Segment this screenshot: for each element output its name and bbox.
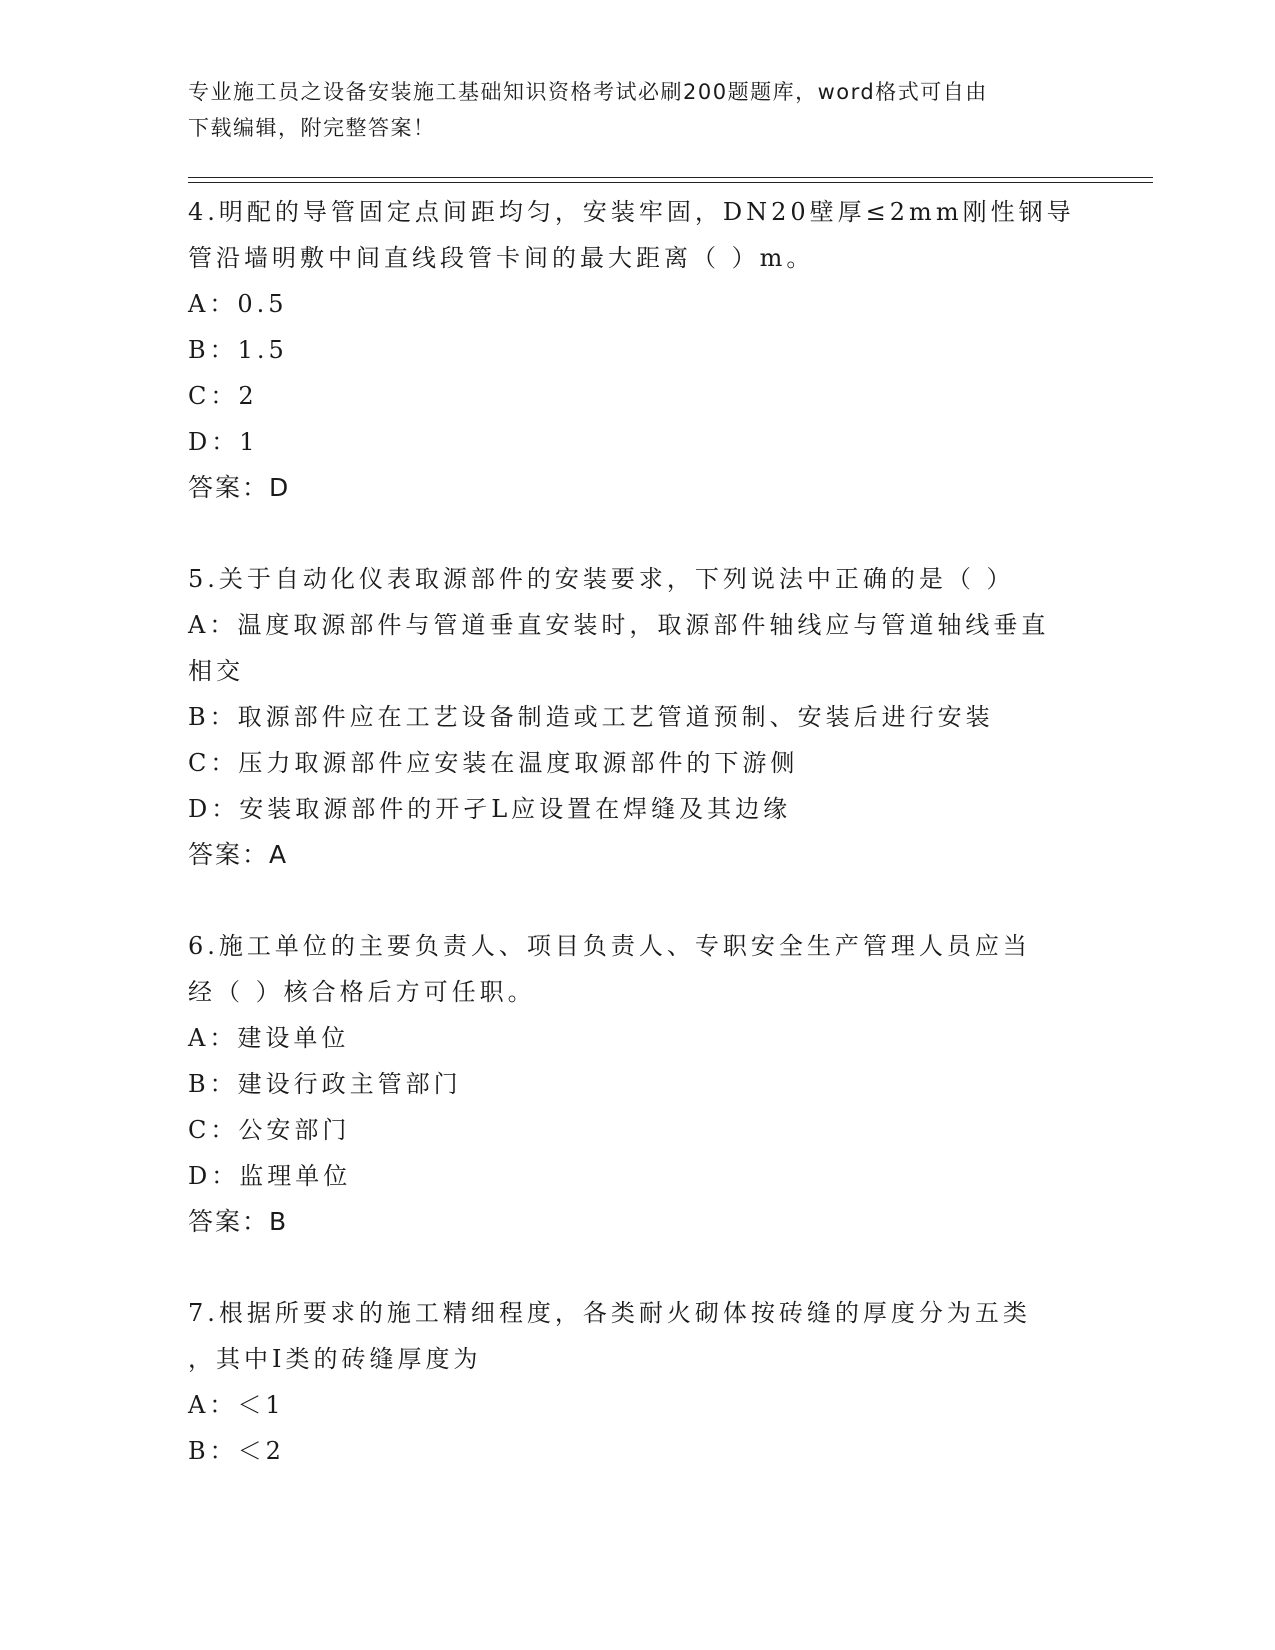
option-b: B：＜2 (188, 1437, 285, 1465)
header-divider-bottom (188, 182, 1153, 183)
question-list (188, 189, 1088, 1474)
header-line-1: 专业施工员之设备安装施工基础知识资格考试必刷200题题库，word格式可自由 (188, 80, 988, 104)
answer: 答案：B (188, 1207, 289, 1236)
option-b: B：1.5 (188, 336, 288, 364)
question-stem-line: 5.关于自动化仪表取源部件的安装要求，下列说法中正确的是（ ） (188, 565, 1015, 593)
question-spacer (188, 878, 1088, 923)
option-a: A：建设单位 (188, 1024, 350, 1052)
question-spacer (188, 511, 1088, 556)
option-c: C：公安部门 (188, 1116, 351, 1144)
option-a: A：＜1 (188, 1391, 285, 1419)
header-divider-top (188, 177, 1153, 178)
option-c: C：压力取源部件应安装在温度取源部件的下游侧 (188, 749, 799, 777)
option-b: B：建设行政主管部门 (188, 1070, 462, 1098)
option-a: A：0.5 (188, 290, 288, 318)
option-a-continued: 相交 (188, 657, 244, 685)
question-stem-line: ，其中Ⅰ类的砖缝厚度为 (188, 1345, 482, 1373)
header-line-2: 下载编辑，附完整答案！ (188, 116, 436, 140)
question-4 (188, 189, 1088, 511)
document-header (188, 74, 1068, 146)
option-d: D：1 (188, 428, 259, 456)
answer: 答案：D (188, 473, 291, 502)
question-stem-line: 4.明配的导管固定点间距均匀，安装牢固，DN20壁厚≤2mm刚性钢导 (188, 198, 1075, 226)
option-d: D：监理单位 (188, 1162, 352, 1190)
option-d: D：安装取源部件的开孑L应设置在焊缝及其边缘 (188, 795, 792, 823)
question-stem-line: 7.根据所要求的施工精细程度，各类耐火砌体按砖缝的厚度分为五类 (188, 1299, 1031, 1327)
answer: 答案：A (188, 840, 289, 869)
option-c: C：2 (188, 382, 258, 410)
question-stem-line: 管沿墙明敷中间直线段管卡间的最大距离（ ）m。 (188, 244, 815, 272)
question-5 (188, 556, 1088, 878)
question-stem-line: 经（ ）核合格后方可任职。 (188, 978, 536, 1006)
question-7 (188, 1290, 1088, 1474)
option-a: A：温度取源部件与管道垂直安装时，取源部件轴线应与管道轴线垂直 (188, 611, 1050, 639)
option-b: B：取源部件应在工艺设备制造或工艺管道预制、安装后进行安装 (188, 703, 994, 731)
question-spacer (188, 1245, 1088, 1290)
question-6 (188, 923, 1088, 1245)
question-stem-line: 6.施工单位的主要负责人、项目负责人、专职安全生产管理人员应当 (188, 932, 1031, 960)
